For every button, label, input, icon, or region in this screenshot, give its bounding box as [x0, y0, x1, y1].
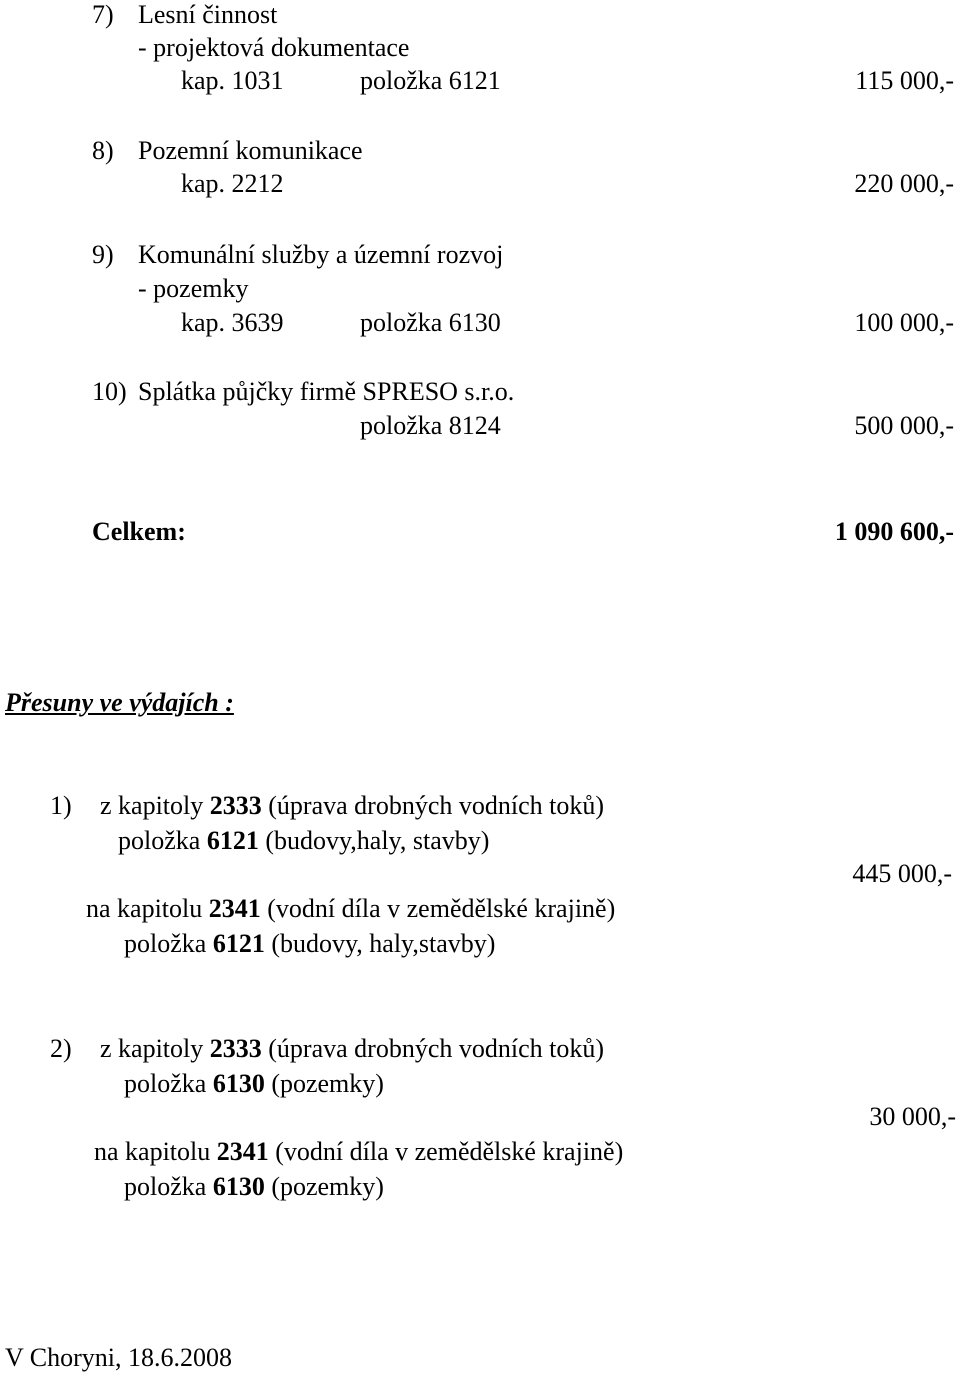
item10-title: Splátka půjčky firmě SPRESO s.r.o.	[138, 377, 515, 406]
transfer2-number: 2)	[50, 1034, 72, 1063]
transfer1-to-pol: 6121	[212, 929, 265, 958]
item7-title: Lesní činnost	[138, 0, 278, 29]
item9-number: 9)	[92, 240, 114, 269]
transfer1-from-pol-prefix: položka	[118, 826, 207, 855]
transfer2-to-line	[94, 1137, 623, 1167]
item8-kap: kap. 2212	[181, 169, 284, 198]
transfer1-from-line	[100, 791, 604, 821]
transfer2-from-kap: 2333	[209, 1034, 262, 1063]
transfer1-to-desc: (vodní díla v zemědělské krajině)	[260, 894, 616, 923]
transfer1-to-line	[86, 894, 615, 924]
item10-polozka: položka 8124	[360, 411, 501, 440]
transfers-heading: Přesuny ve výdajích :	[5, 688, 234, 717]
item7-kap: kap. 1031	[181, 66, 284, 95]
transfer1-from-prefix: z kapitoly	[100, 791, 210, 820]
transfer2-from-pol: 6130	[212, 1069, 265, 1098]
item7-subtitle: - projektová dokumentace	[138, 33, 410, 62]
transfer1-to-prefix: na kapitolu	[86, 894, 209, 923]
transfer1-from-pol-line	[118, 826, 489, 856]
total-label: Celkem:	[92, 517, 186, 546]
transfer1-from-kap: 2333	[209, 791, 262, 820]
transfer1-to-kap: 2341	[208, 894, 261, 923]
transfer1-number: 1)	[50, 791, 72, 820]
item7-amount: 115 000,-	[855, 66, 954, 95]
transfer1-to-pol-line	[124, 929, 495, 959]
transfer2-amount: 30 000,-	[869, 1102, 956, 1131]
place-date: V Choryni, 18.6.2008	[5, 1343, 233, 1372]
total-amount: 1 090 600,-	[834, 517, 954, 546]
transfer2-to-pol-desc: (pozemky)	[264, 1172, 384, 1201]
transfer2-to-pol: 6130	[212, 1172, 265, 1201]
item8-number: 8)	[92, 136, 114, 165]
item7-number: 7)	[92, 0, 114, 29]
item9-subtitle: - pozemky	[138, 274, 249, 303]
item8-amount: 220 000,-	[854, 169, 954, 198]
transfer2-to-pol-line	[124, 1172, 384, 1202]
transfer2-to-pol-prefix: položka	[124, 1172, 213, 1201]
transfer2-from-desc: (úprava drobných vodních toků)	[261, 1034, 605, 1063]
transfer1-from-pol-desc: (budovy,haly, stavby)	[258, 826, 490, 855]
item9-amount: 100 000,-	[854, 308, 954, 337]
transfer2-from-pol-desc: (pozemky)	[264, 1069, 384, 1098]
transfer2-from-line	[100, 1034, 604, 1064]
item10-amount: 500 000,-	[854, 411, 954, 440]
transfer2-from-prefix: z kapitoly	[100, 1034, 210, 1063]
transfer1-from-pol: 6121	[206, 826, 259, 855]
transfer2-to-prefix: na kapitolu	[94, 1137, 217, 1166]
transfer1-to-pol-prefix: položka	[124, 929, 213, 958]
transfer2-from-pol-prefix: položka	[124, 1069, 213, 1098]
item8-title: Pozemní komunikace	[138, 136, 363, 165]
item9-kap: kap. 3639	[181, 308, 284, 337]
item9-polozka: položka 6130	[360, 308, 501, 337]
item10-number: 10)	[92, 377, 127, 406]
transfer2-to-kap: 2341	[216, 1137, 269, 1166]
transfer1-to-pol-desc: (budovy, haly,stavby)	[264, 929, 496, 958]
item7-polozka: položka 6121	[360, 66, 501, 95]
transfer2-from-pol-line	[124, 1069, 384, 1099]
item9-title: Komunální služby a územní rozvoj	[138, 240, 504, 269]
transfer1-from-desc: (úprava drobných vodních toků)	[261, 791, 605, 820]
transfer1-amount: 445 000,-	[852, 859, 952, 888]
transfer2-to-desc: (vodní díla v zemědělské krajině)	[268, 1137, 624, 1166]
